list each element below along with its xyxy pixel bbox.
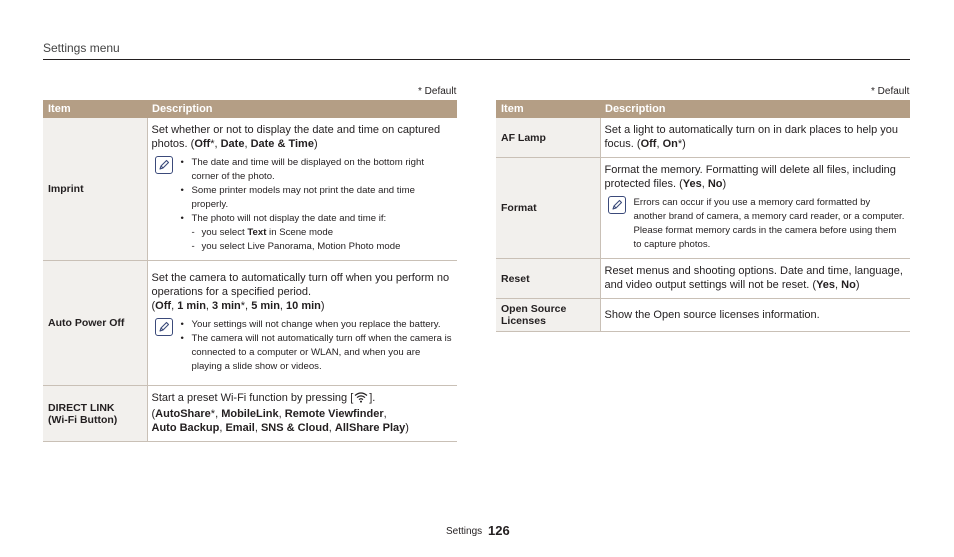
description-format xyxy=(600,158,910,259)
footer-label: Settings xyxy=(446,526,483,537)
description-af-lamp xyxy=(600,118,910,158)
item-imprint: Imprint xyxy=(43,118,147,261)
column-header-description: Description xyxy=(147,100,457,118)
description-text: Show the Open source licenses information. xyxy=(604,308,820,321)
option-date: Date xyxy=(220,138,245,150)
page-number: 126 xyxy=(488,523,510,538)
description-text: Reset menus and shooting options. Date and time, language, and video output settings will not be reset. (Yes, No) xyxy=(604,265,903,291)
table-row-direct-link xyxy=(43,386,457,442)
column-header-item: Item xyxy=(43,100,147,118)
description-direct-link xyxy=(147,386,457,442)
default-note-right: * Default xyxy=(871,86,910,97)
table-row-auto-power-off xyxy=(43,261,457,386)
note-subitem: - you select Live Panorama, Motion Photo mode xyxy=(192,240,453,254)
note-pencil-icon xyxy=(155,318,173,336)
note-block xyxy=(605,196,906,252)
description-text: Set a light to automatically turn on in dark places to help you focus. (Off, On*) xyxy=(604,124,899,150)
note-item: • Some printer models may not print the date and time properly. xyxy=(181,184,453,212)
option-date-and-time: Date & Time xyxy=(250,138,314,150)
description-auto-power-off xyxy=(147,261,457,386)
description-reset xyxy=(600,259,910,299)
item-format: Format xyxy=(496,158,600,259)
description-text: Format the memory. Formatting will delete all files, including protected files. (Yes, No) xyxy=(604,164,896,190)
note-pencil-icon xyxy=(155,156,173,174)
item-auto-power-off: Auto Power Off xyxy=(43,261,147,386)
column-header-item: Item xyxy=(496,100,600,118)
description-open-source-licenses xyxy=(600,299,910,332)
note-item: • Your settings will not change when you replace the battery. xyxy=(181,318,453,332)
note-block xyxy=(152,318,453,374)
note-item: • The photo will not display the date and time if: - you select Text in Scene mode - you select Live Panorama, Motion Photo mode xyxy=(181,212,453,254)
column-header-description: Description xyxy=(600,100,910,118)
note-subitem: - you select Text in Scene mode xyxy=(192,226,453,240)
note-item: • The date and time will be displayed on the bottom right corner of the photo. xyxy=(181,156,453,184)
note-pencil-icon xyxy=(608,196,626,214)
note-item: • The camera will not automatically turn off when the camera is connected to a computer or WLAN, and when you are playing a slide show or videos. xyxy=(181,332,453,374)
table-row-af-lamp xyxy=(496,118,910,158)
default-note-left: * Default xyxy=(418,86,457,97)
item-open-source-licenses: Open Source Licenses xyxy=(496,299,600,332)
section-title: Settings menu xyxy=(43,41,120,55)
note-text: Errors can occur if you use a memory card formatted by another brand of camera, a memory card reader, or a computer. Please format memory cards in the camera before using them to capture photos. xyxy=(633,197,905,250)
description-text: Set the camera to automatically turn off when you perform no operations for a specified period. (Off, 1 min, 3 min*, 5 min, 10 min) xyxy=(151,272,450,312)
table-header-row xyxy=(496,100,910,118)
table-row-reset xyxy=(496,259,910,299)
settings-table-right xyxy=(496,100,910,332)
table-header-row xyxy=(43,100,457,118)
description-text: Start a preset Wi-Fi function by pressing [ ]. (AutoShare*, MobileLink, Remote Viewfinder, Auto Backup, Email, SNS & Cloud, AllShare Play) xyxy=(151,392,409,434)
header-rule xyxy=(43,59,910,60)
description-imprint xyxy=(147,118,457,261)
item-direct-link: DIRECT LINK (Wi-Fi Button) xyxy=(43,386,147,442)
option-off: Off xyxy=(194,138,211,150)
table-row-imprint xyxy=(43,118,457,261)
settings-table-left xyxy=(43,100,457,442)
note-block xyxy=(152,156,453,254)
description-text: Set whether or not to display the date and time on captured photos. (Off*, Date, Date & Time) xyxy=(151,124,441,150)
item-reset: Reset xyxy=(496,259,600,299)
item-af-lamp: AF Lamp xyxy=(496,118,600,158)
wifi-icon xyxy=(354,391,368,407)
table-row-open-source-licenses xyxy=(496,299,910,332)
table-row-format xyxy=(496,158,910,259)
